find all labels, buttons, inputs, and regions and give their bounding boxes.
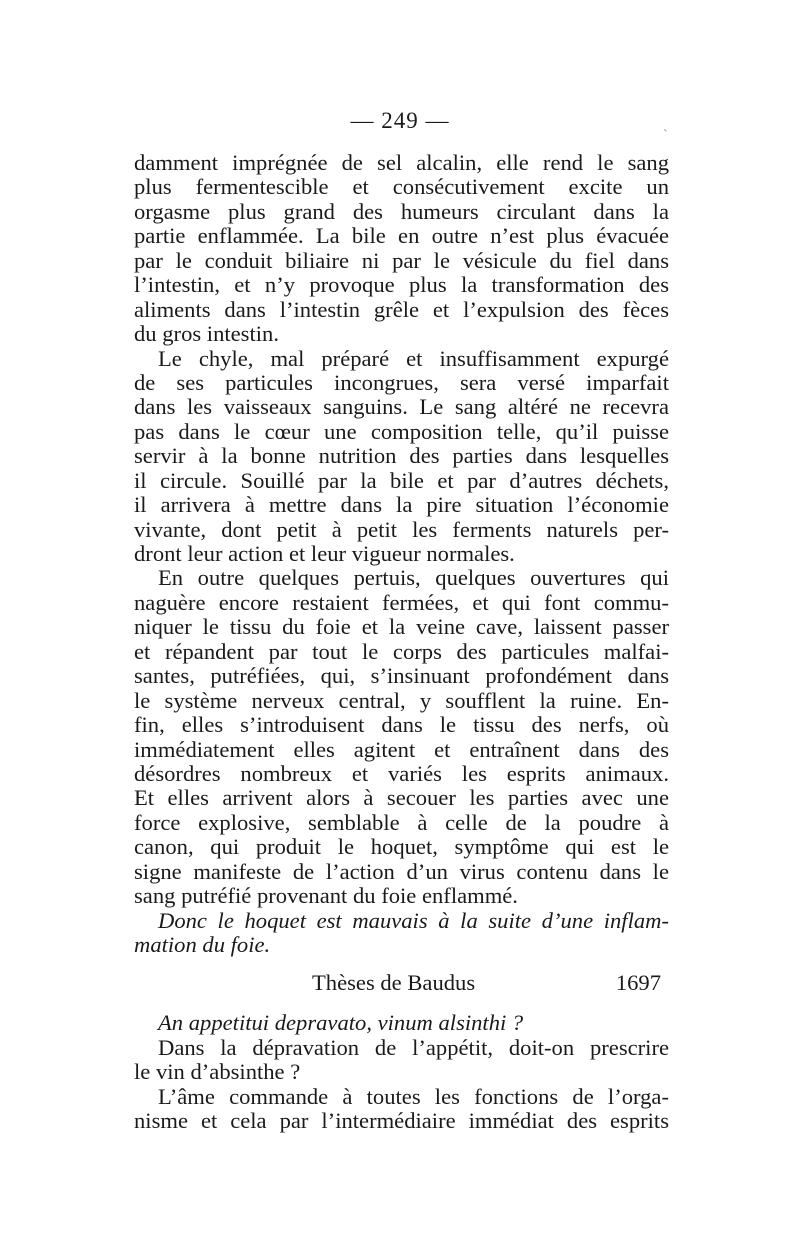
text-line: damment imprégnée de sel alcalin, elle rend le sang xyxy=(134,150,669,175)
text-line: naguère encore restaient fermées, et qui font commu- xyxy=(134,589,669,615)
text-line: il circule. Souillé par la bile et par d’autres déchets, xyxy=(134,467,669,493)
paragraph-hiccup-cause xyxy=(134,566,669,908)
text-line: aliments dans l’intestin grêle et l’expulsion des fèces xyxy=(134,296,669,322)
text-line: L’âme commande à toutes les fonctions de l’orga- xyxy=(158,1083,669,1109)
paragraph-absinthe-question xyxy=(134,1036,669,1085)
text-line: dront leur action et leur vigueur normales. xyxy=(134,541,515,566)
text-line: Le chyle, mal préparé et insuffisamment expurgé xyxy=(158,345,669,371)
text-line: signe manifeste de l’action d’un virus contenu dans le xyxy=(134,858,669,884)
text-line: immédiatement elles agitent et entraînent dans des xyxy=(134,736,669,762)
paragraph-soul-functions xyxy=(134,1085,669,1134)
text-line: pas dans le cœur une composition telle, qu’il puisse xyxy=(134,418,669,444)
text-line: Donc le hoquet est mauvais à la suite d’une inflam- xyxy=(158,907,669,933)
text-line: le système nerveux central, y soufflent la ruine. En- xyxy=(134,687,669,713)
stray-mark: ` xyxy=(663,128,668,143)
page-number: — 249 — xyxy=(350,108,450,133)
text-line: le vin d’absinthe ? xyxy=(134,1059,301,1085)
text-line: il arrivera à mettre dans la pire situation l’économie xyxy=(134,492,669,518)
text-line: partie enflammée. La bile en outre n’est plus évacuée xyxy=(134,223,669,249)
thesis-heading xyxy=(134,971,669,997)
text-line: de ses particules incongrues, sera versé imparfait xyxy=(134,369,669,395)
text-line: dans les vaisseaux sanguins. Le sang altéré ne recevra xyxy=(134,394,669,420)
thesis-year: 1697 xyxy=(615,970,661,996)
text-line: orgasme plus grand des humeurs circulant dans la xyxy=(134,198,669,224)
text-line: Et elles arrivent alors à secouer les parties avec une xyxy=(134,785,669,811)
text-line: santes, putréfiées, qui, s’insinuant profondément dans xyxy=(134,663,669,689)
text-line: et répandent par tout le corps des particules malfai- xyxy=(134,638,669,664)
text-line: nisme et cela par l’intermédiaire immédiat des esprits xyxy=(134,1108,669,1134)
text-line: niquer le tissu du foie et la veine cave, laissent passer xyxy=(134,614,669,640)
text-line: sang putréfié provenant du foie enflammé. xyxy=(134,883,518,909)
latin-question: An appetitui depravato, vinum alsinthi ? xyxy=(158,1010,524,1036)
text-line: fin, elles s’introduisent dans le tissu des nerfs, où xyxy=(134,712,669,738)
text-line: désordres nombreux et variés les esprits animaux. xyxy=(134,760,669,786)
paragraph-conclusion xyxy=(134,909,669,958)
text-line: vivante, dont petit à petit les ferments naturels per- xyxy=(134,516,669,542)
text-line: force explosive, semblable à celle de la poudre à xyxy=(134,809,669,835)
text-line: En outre quelques pertuis, quelques ouvertures qui xyxy=(158,565,669,591)
text-line: canon, qui produit le hoquet, symptôme qui est le xyxy=(134,834,669,860)
text-line: par le conduit biliaire ni par le vésicule du fiel dans xyxy=(134,247,669,273)
text-line: Dans la dépravation de l’appétit, doit-on prescrire xyxy=(158,1034,669,1060)
text-line: du gros intestin. xyxy=(134,321,279,347)
text-line: plus fermentescible et consécutivement excite un xyxy=(134,174,669,200)
page-body xyxy=(134,151,669,1134)
text-line: servir à la bonne nutrition des parties dans lesquelles xyxy=(134,443,669,469)
thesis-title: Thèses de Baudus xyxy=(312,970,476,996)
paragraph-chyle xyxy=(134,347,669,567)
text-line: mation du foie. xyxy=(134,932,271,957)
text-line: l’intestin, et n’y provoque plus la transformation des xyxy=(134,272,669,298)
paragraph-hepatic-bile xyxy=(134,151,669,347)
